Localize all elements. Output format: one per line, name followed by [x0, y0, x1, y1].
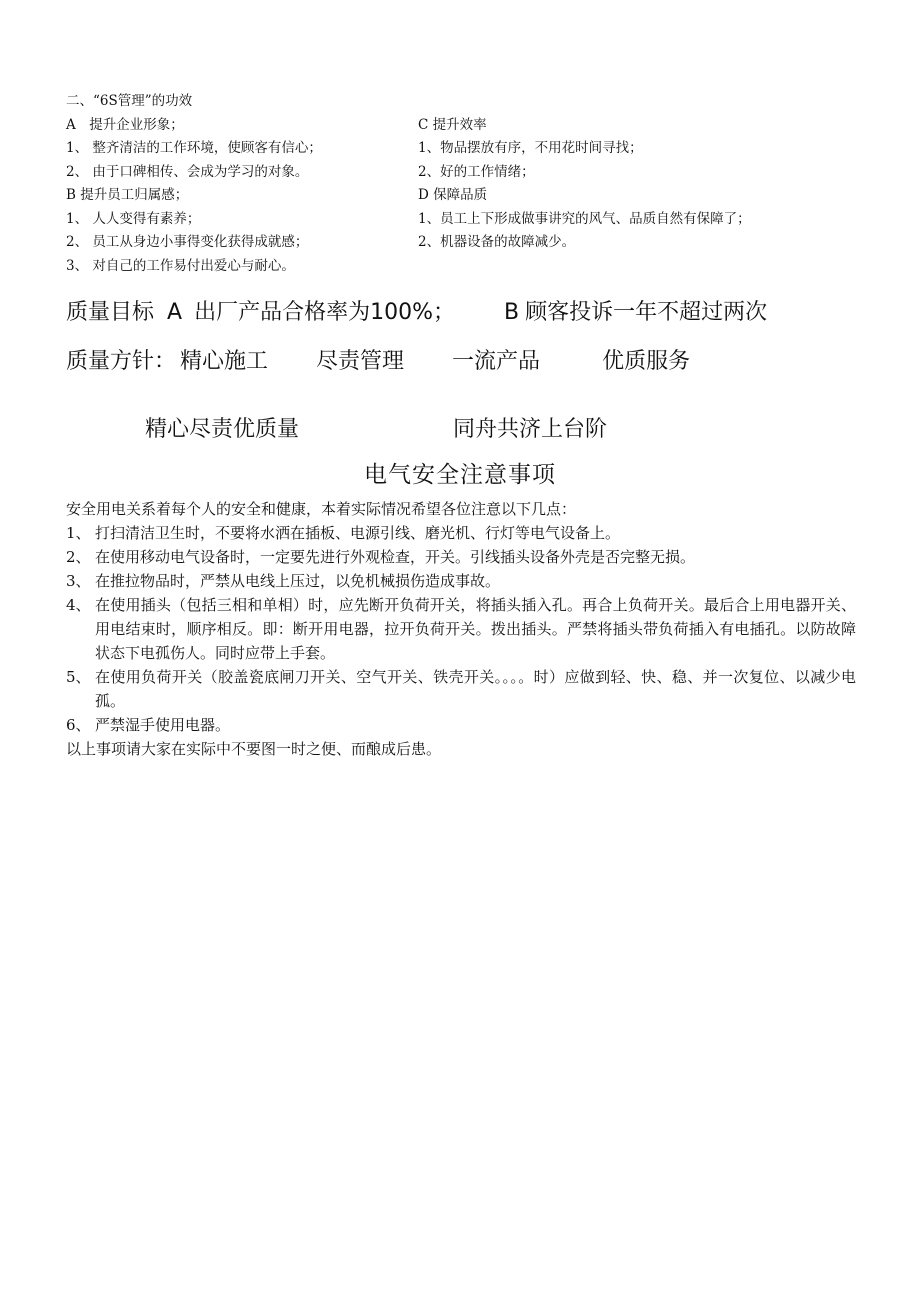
- safety-item: [66, 593, 856, 665]
- electrical-safety-title: 电气安全注意事项: [364, 462, 556, 488]
- electrical-intro: 安全用电关系着每个人的安全和健康，本着实际情况希望各位注意以下几点：: [66, 500, 577, 518]
- policy-item: 精心施工: [180, 349, 269, 374]
- six-s-right-line: 1、员工上下形成做事讲究的风气、品质自然有保障了；: [418, 210, 751, 227]
- goal-b-letter: B: [503, 300, 520, 325]
- six-s-left-column: [66, 114, 418, 279]
- six-s-grid: [66, 114, 866, 279]
- quality-policy-label: 质量方针：: [66, 349, 177, 374]
- policy-item: 尽责管理: [316, 349, 405, 374]
- six-s-right-line: 1、物品摆放有序，不用花时间寻找；: [418, 140, 643, 156]
- six-s-left-line: 2、 由于口碑相传、会成为学习的对象。: [66, 163, 309, 180]
- goal-a-letter: A: [167, 300, 183, 325]
- six-s-left-line: 2、 员工从身边小事得变化获得成就感；: [66, 234, 309, 250]
- slogan-left: 精心尽责优质量: [145, 417, 300, 442]
- electrical-closing: 以上事项请大家在实际中不要图一时之便、而酿成后患。: [66, 740, 442, 758]
- safety-item-number: 2、: [66, 548, 91, 566]
- safety-item: [66, 521, 856, 545]
- goal-b-text: 顾客投诉一年不超过两次: [525, 300, 768, 325]
- policy-item: 优质服务: [602, 349, 691, 374]
- quality-goals-label: 质量目标: [66, 300, 155, 325]
- safety-item-number: 5、: [66, 668, 91, 686]
- quality-policy: [66, 344, 690, 375]
- safety-item-text: 打扫清洁卫生时，不要将水洒在插板、电源引线、磨光机、行灯等电气设备上。: [95, 524, 621, 542]
- six-s-right-line: 2、机器设备的故障减少。: [418, 234, 576, 250]
- six-s-section: [66, 90, 866, 278]
- safety-item: [66, 665, 856, 713]
- six-s-right-line: C 提升效率: [418, 116, 487, 133]
- safety-item: [66, 713, 856, 737]
- safety-item-text: 在使用插头（包括三相和单相）时，应先断开负荷开关，将插头插入孔。再合上负荷开关。最后合上用电器开关、用电结束时，顺序相反。即：断开用电器，拉开负荷开关。拨出插头。严禁将插头带负荷插入有电插孔。以防故障状态下电孤伤人。同时应带上手套。: [95, 596, 856, 662]
- safety-item: [66, 569, 856, 593]
- safety-item-number: 4、: [66, 596, 91, 614]
- six-s-right-column: [418, 114, 858, 279]
- safety-item-text: 在推拉物品时，严禁从电线上压过，以免机械损伤造成事故。: [95, 572, 501, 590]
- safety-item-number: 6、: [66, 716, 91, 734]
- slogan-right: 同舟共济上台阶: [453, 417, 608, 442]
- six-s-left-line: B 提升员工归属感；: [66, 187, 189, 203]
- safety-item-number: 1、: [66, 524, 91, 542]
- six-s-left-line: A 提升企业形象；: [66, 116, 184, 133]
- six-s-right-line: 2、好的工作情绪；: [418, 163, 535, 180]
- safety-item-number: 3、: [66, 572, 91, 590]
- safety-item-text: 在使用负荷开关（胶盖瓷底闸刀开关、空气开关、铁壳开关。。。。时）应做到轻、快、稳、并一次复位、以减少电孤。: [95, 668, 856, 710]
- safety-item: [66, 545, 856, 569]
- quality-goals: [66, 295, 767, 326]
- policy-item: 一流产品: [452, 349, 541, 374]
- safety-item-text: 严禁湿手使用电器。: [95, 716, 231, 734]
- six-s-left-line: 1、 整齐清洁的工作环境，使顾客有信心；: [66, 140, 322, 156]
- six-s-left-line: 3、 对自己的工作易付出爱心与耐心。: [66, 257, 295, 274]
- six-s-left-line: 1、 人人变得有素养；: [66, 210, 201, 227]
- six-s-right-line: D 保障品质: [418, 187, 488, 203]
- six-s-title: 二、“6S管理”的功效: [66, 93, 193, 109]
- safety-item-text: 在使用移动电气设备时，一定要先进行外观检查，开关。引线插头设备外壳是否完整无损。: [95, 548, 696, 566]
- goal-a-text: 出厂产品合格率为100%；: [194, 300, 455, 325]
- electrical-safety-body: [66, 497, 856, 761]
